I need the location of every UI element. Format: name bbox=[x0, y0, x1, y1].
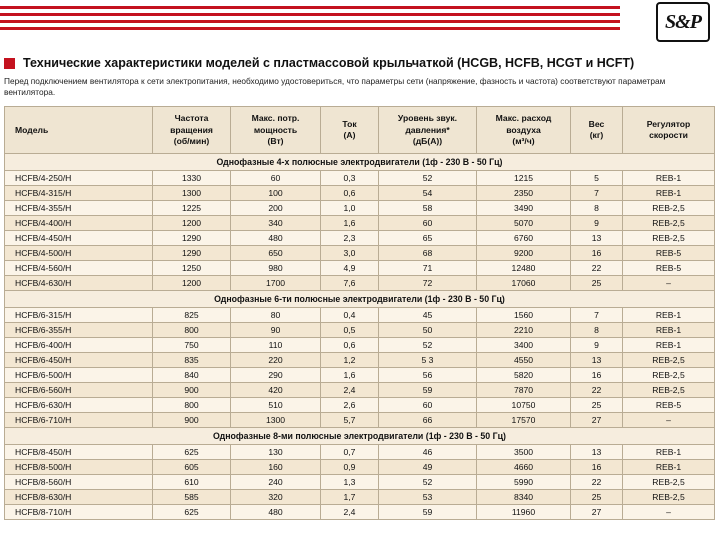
table-cell: 56 bbox=[379, 367, 477, 382]
table-cell: 68 bbox=[379, 245, 477, 260]
table-cell: 46 bbox=[379, 444, 477, 459]
column-header-label: Вес bbox=[588, 118, 605, 129]
column-header-current bbox=[321, 107, 379, 154]
specifications-table bbox=[4, 106, 715, 520]
table-cell: 5 3 bbox=[379, 352, 477, 367]
table-cell: 7 bbox=[571, 307, 623, 322]
table-cell: 1,3 bbox=[321, 474, 379, 489]
table-row bbox=[5, 245, 715, 260]
table-cell: 585 bbox=[153, 489, 231, 504]
cell-model: HCFB/8-630/H bbox=[5, 489, 153, 504]
table-cell: 52 bbox=[379, 337, 477, 352]
table-row bbox=[5, 474, 715, 489]
table-row bbox=[5, 322, 715, 337]
table-cell: 5820 bbox=[477, 367, 571, 382]
table-cell: 71 bbox=[379, 260, 477, 275]
column-header-unit: (м³/ч) bbox=[512, 135, 535, 146]
table-cell: 980 bbox=[231, 260, 321, 275]
table-cell: 13 bbox=[571, 352, 623, 367]
cell-model: HCFB/6-560/H bbox=[5, 382, 153, 397]
table-cell: 52 bbox=[379, 474, 477, 489]
table-cell: 25 bbox=[571, 489, 623, 504]
table-cell: REB-2,5 bbox=[623, 352, 715, 367]
section-title-row bbox=[4, 56, 718, 70]
table-cell: 9 bbox=[571, 337, 623, 352]
table-cell: 0,4 bbox=[321, 307, 379, 322]
table-cell: 200 bbox=[231, 200, 321, 215]
table-cell: REB-1 bbox=[623, 322, 715, 337]
cell-model: HCFB/4-355/H bbox=[5, 200, 153, 215]
column-header-airflow bbox=[477, 107, 571, 154]
column-header-unit: (дБ(А)) bbox=[412, 135, 443, 146]
table-cell: 0,6 bbox=[321, 337, 379, 352]
table-row bbox=[5, 444, 715, 459]
table-cell: 22 bbox=[571, 474, 623, 489]
table-row bbox=[5, 367, 715, 382]
table-cell: 80 bbox=[231, 307, 321, 322]
cell-model: HCFB/4-400/H bbox=[5, 215, 153, 230]
table-cell: 13 bbox=[571, 444, 623, 459]
table-row bbox=[5, 260, 715, 275]
table-cell: 835 bbox=[153, 352, 231, 367]
cell-model: HCFB/6-630/H bbox=[5, 397, 153, 412]
table-cell: 340 bbox=[231, 215, 321, 230]
table-cell: 5990 bbox=[477, 474, 571, 489]
cell-model: HCFB/4-560/H bbox=[5, 260, 153, 275]
table-cell: 7,6 bbox=[321, 275, 379, 290]
stripe-bar bbox=[0, 27, 620, 30]
column-header-label2: мощность bbox=[253, 124, 298, 135]
table-cell: 16 bbox=[571, 367, 623, 382]
table-cell: 1225 bbox=[153, 200, 231, 215]
table-cell: 2,6 bbox=[321, 397, 379, 412]
table-cell: 0,5 bbox=[321, 322, 379, 337]
stripe-bar bbox=[0, 13, 620, 16]
table-cell: 0,7 bbox=[321, 444, 379, 459]
table-cell: REB-2,5 bbox=[623, 215, 715, 230]
cell-model: HCFB/4-315/H bbox=[5, 185, 153, 200]
table-cell: 2210 bbox=[477, 322, 571, 337]
table-cell: 750 bbox=[153, 337, 231, 352]
table-cell: 1700 bbox=[231, 275, 321, 290]
table-cell: 2,3 bbox=[321, 230, 379, 245]
table-cell: 4550 bbox=[477, 352, 571, 367]
table-cell: 610 bbox=[153, 474, 231, 489]
table-cell: REB-2,5 bbox=[623, 489, 715, 504]
table-cell: 1215 bbox=[477, 170, 571, 185]
cell-model: HCFB/6-400/H bbox=[5, 337, 153, 352]
table-cell: REB-2,5 bbox=[623, 230, 715, 245]
column-header-label: Регулятор bbox=[646, 118, 691, 129]
table-cell: 480 bbox=[231, 504, 321, 519]
table-row bbox=[5, 230, 715, 245]
table-group-title: Однофазные 6-ти полюсные электродвигатели (1ф - 230 В - 50 Гц) bbox=[5, 290, 715, 307]
table-body bbox=[5, 153, 715, 519]
table-cell: 8340 bbox=[477, 489, 571, 504]
table-cell: 60 bbox=[379, 397, 477, 412]
table-cell: 1300 bbox=[153, 185, 231, 200]
table-cell: 22 bbox=[571, 260, 623, 275]
table-cell: 420 bbox=[231, 382, 321, 397]
table-cell: 22 bbox=[571, 382, 623, 397]
table-cell: 9 bbox=[571, 215, 623, 230]
column-header-label2: скорости bbox=[649, 130, 688, 141]
table-cell: 290 bbox=[231, 367, 321, 382]
table-cell: 100 bbox=[231, 185, 321, 200]
column-header-label: Частота bbox=[174, 113, 209, 124]
table-cell: 510 bbox=[231, 397, 321, 412]
column-header-label: Уровень звук. bbox=[397, 113, 458, 124]
table-cell: 5 bbox=[571, 170, 623, 185]
table-cell: 17060 bbox=[477, 275, 571, 290]
table-cell: 1290 bbox=[153, 245, 231, 260]
table-cell: REB-1 bbox=[623, 307, 715, 322]
intro-paragraph: Перед подключением вентилятора к сети электропитания, необходимо удостовериться, что параметры сети (напряжение, фазность и частота) соответствуют параметрам вентилятора. bbox=[4, 76, 666, 98]
table-row bbox=[5, 504, 715, 519]
table-cell: REB-5 bbox=[623, 245, 715, 260]
table-cell: 25 bbox=[571, 397, 623, 412]
table-row bbox=[5, 185, 715, 200]
table-cell: 16 bbox=[571, 459, 623, 474]
page-title: Технические характеристики моделей с пластмассовой крыльчаткой (HCGB, HCFB, HCGT и HCFT) bbox=[23, 56, 635, 70]
column-header-unit: (А) bbox=[343, 130, 356, 141]
stripe-bar bbox=[0, 6, 620, 9]
table-cell: 1250 bbox=[153, 260, 231, 275]
table-cell: 52 bbox=[379, 170, 477, 185]
table-cell: 800 bbox=[153, 322, 231, 337]
table-cell: – bbox=[623, 504, 715, 519]
table-cell: 1,7 bbox=[321, 489, 379, 504]
table-cell: 220 bbox=[231, 352, 321, 367]
table-cell: 1,6 bbox=[321, 367, 379, 382]
table-cell: 0,3 bbox=[321, 170, 379, 185]
company-logo: S&P bbox=[656, 2, 710, 42]
table-cell: REB-2,5 bbox=[623, 474, 715, 489]
column-header-sound bbox=[379, 107, 477, 154]
table-cell: 625 bbox=[153, 444, 231, 459]
table-cell: 825 bbox=[153, 307, 231, 322]
table-cell: 3400 bbox=[477, 337, 571, 352]
column-header-regulator bbox=[623, 107, 715, 154]
table-cell: 10750 bbox=[477, 397, 571, 412]
table-row bbox=[5, 307, 715, 322]
table-cell: 45 bbox=[379, 307, 477, 322]
table-cell: 1200 bbox=[153, 215, 231, 230]
table-cell: REB-5 bbox=[623, 260, 715, 275]
table-cell: 2,4 bbox=[321, 382, 379, 397]
table-cell: 3,0 bbox=[321, 245, 379, 260]
square-bullet-icon bbox=[4, 58, 15, 69]
column-header-unit: (кг) bbox=[589, 130, 604, 141]
table-cell: 50 bbox=[379, 322, 477, 337]
table-cell: 160 bbox=[231, 459, 321, 474]
cell-model: HCFB/6-450/H bbox=[5, 352, 153, 367]
table-cell: 6760 bbox=[477, 230, 571, 245]
cell-model: HCFB/6-355/H bbox=[5, 322, 153, 337]
table-cell: 0,9 bbox=[321, 459, 379, 474]
table-cell: 1,2 bbox=[321, 352, 379, 367]
table-cell: 53 bbox=[379, 489, 477, 504]
cell-model: HCFB/4-450/H bbox=[5, 230, 153, 245]
table-cell: 320 bbox=[231, 489, 321, 504]
column-header-label: Модель bbox=[15, 124, 49, 135]
table-cell: 7 bbox=[571, 185, 623, 200]
table-cell: 1290 bbox=[153, 230, 231, 245]
table-group-row bbox=[5, 153, 715, 170]
table-cell: 4660 bbox=[477, 459, 571, 474]
table-cell: 5,7 bbox=[321, 412, 379, 427]
table-cell: REB-5 bbox=[623, 397, 715, 412]
column-header-unit: (об/мин) bbox=[173, 135, 210, 146]
table-cell: 2350 bbox=[477, 185, 571, 200]
table-cell: 60 bbox=[379, 215, 477, 230]
table-cell: 27 bbox=[571, 412, 623, 427]
decorative-stripes bbox=[0, 6, 620, 36]
table-cell: REB-1 bbox=[623, 337, 715, 352]
cell-model: HCFB/6-710/H bbox=[5, 412, 153, 427]
table-row bbox=[5, 382, 715, 397]
table-cell: 8 bbox=[571, 322, 623, 337]
cell-model: HCFB/4-250/H bbox=[5, 170, 153, 185]
column-header-label2: вращения bbox=[170, 124, 213, 135]
table-cell: 25 bbox=[571, 275, 623, 290]
cell-model: HCFB/8-710/H bbox=[5, 504, 153, 519]
table-cell: 1560 bbox=[477, 307, 571, 322]
table-cell: 11960 bbox=[477, 504, 571, 519]
table-cell: 49 bbox=[379, 459, 477, 474]
table-cell: 13 bbox=[571, 230, 623, 245]
table-cell: REB-1 bbox=[623, 185, 715, 200]
table-cell: – bbox=[623, 275, 715, 290]
table-cell: 27 bbox=[571, 504, 623, 519]
cell-model: HCFB/6-315/H bbox=[5, 307, 153, 322]
table-cell: 240 bbox=[231, 474, 321, 489]
table-cell: 3490 bbox=[477, 200, 571, 215]
table-cell: 840 bbox=[153, 367, 231, 382]
table-cell: 1,6 bbox=[321, 215, 379, 230]
table-cell: REB-2,5 bbox=[623, 367, 715, 382]
cell-model: HCFB/4-500/H bbox=[5, 245, 153, 260]
table-row bbox=[5, 200, 715, 215]
column-header-label: Макс. расход bbox=[495, 113, 552, 124]
table-cell: 58 bbox=[379, 200, 477, 215]
cell-model: HCFB/4-630/H bbox=[5, 275, 153, 290]
table-cell: 72 bbox=[379, 275, 477, 290]
table-group-row bbox=[5, 427, 715, 444]
table-cell: REB-2,5 bbox=[623, 382, 715, 397]
table-row bbox=[5, 352, 715, 367]
table-cell: 65 bbox=[379, 230, 477, 245]
table-row bbox=[5, 170, 715, 185]
column-header-label: Ток bbox=[342, 118, 357, 129]
table-row bbox=[5, 337, 715, 352]
column-header-label: Макс. потр. bbox=[251, 113, 300, 124]
table-cell: 7870 bbox=[477, 382, 571, 397]
table-cell: 16 bbox=[571, 245, 623, 260]
column-header-power bbox=[231, 107, 321, 154]
table-cell: 4,9 bbox=[321, 260, 379, 275]
table-cell: 59 bbox=[379, 382, 477, 397]
table-cell: 110 bbox=[231, 337, 321, 352]
table-header bbox=[5, 107, 715, 154]
column-header-label2: воздуха bbox=[506, 124, 541, 135]
table-row bbox=[5, 412, 715, 427]
cell-model: HCFB/6-500/H bbox=[5, 367, 153, 382]
table-cell: 1,0 bbox=[321, 200, 379, 215]
table-cell: 90 bbox=[231, 322, 321, 337]
table-cell: REB-1 bbox=[623, 459, 715, 474]
table-row bbox=[5, 459, 715, 474]
table-row bbox=[5, 397, 715, 412]
table-row bbox=[5, 489, 715, 504]
cell-model: HCFB/8-450/H bbox=[5, 444, 153, 459]
table-cell: 9200 bbox=[477, 245, 571, 260]
table-cell: 625 bbox=[153, 504, 231, 519]
column-header-weight bbox=[571, 107, 623, 154]
table-cell: – bbox=[623, 412, 715, 427]
table-cell: 66 bbox=[379, 412, 477, 427]
table-header-row bbox=[5, 107, 715, 154]
table-cell: 59 bbox=[379, 504, 477, 519]
table-cell: 17570 bbox=[477, 412, 571, 427]
column-header-speed bbox=[153, 107, 231, 154]
cell-model: HCFB/8-500/H bbox=[5, 459, 153, 474]
table-group-title: Однофазные 4-х полюсные электродвигатели (1ф - 230 В - 50 Гц) bbox=[5, 153, 715, 170]
page-header bbox=[0, 0, 718, 48]
table-cell: 1200 bbox=[153, 275, 231, 290]
table-cell: REB-2,5 bbox=[623, 200, 715, 215]
table-cell: REB-1 bbox=[623, 170, 715, 185]
table-cell: 650 bbox=[231, 245, 321, 260]
table-cell: 900 bbox=[153, 382, 231, 397]
table-cell: 5070 bbox=[477, 215, 571, 230]
column-header-label2: давления* bbox=[405, 124, 450, 135]
table-cell: REB-1 bbox=[623, 444, 715, 459]
table-cell: 130 bbox=[231, 444, 321, 459]
stripe-bar bbox=[0, 20, 620, 23]
column-header-unit: (Вт) bbox=[267, 135, 284, 146]
table-cell: 900 bbox=[153, 412, 231, 427]
table-group-row bbox=[5, 290, 715, 307]
table-cell: 605 bbox=[153, 459, 231, 474]
table-cell: 3500 bbox=[477, 444, 571, 459]
table-cell: 0,6 bbox=[321, 185, 379, 200]
cell-model: HCFB/8-560/H bbox=[5, 474, 153, 489]
table-cell: 60 bbox=[231, 170, 321, 185]
table-cell: 480 bbox=[231, 230, 321, 245]
table-cell: 8 bbox=[571, 200, 623, 215]
table-cell: 1330 bbox=[153, 170, 231, 185]
table-cell: 800 bbox=[153, 397, 231, 412]
table-cell: 54 bbox=[379, 185, 477, 200]
table-group-title: Однофазные 8-ми полюсные электродвигатели (1ф - 230 В - 50 Гц) bbox=[5, 427, 715, 444]
table-cell: 2,4 bbox=[321, 504, 379, 519]
table-row bbox=[5, 215, 715, 230]
table-row bbox=[5, 275, 715, 290]
column-header-model bbox=[5, 107, 153, 154]
table-cell: 12480 bbox=[477, 260, 571, 275]
table-cell: 1300 bbox=[231, 412, 321, 427]
